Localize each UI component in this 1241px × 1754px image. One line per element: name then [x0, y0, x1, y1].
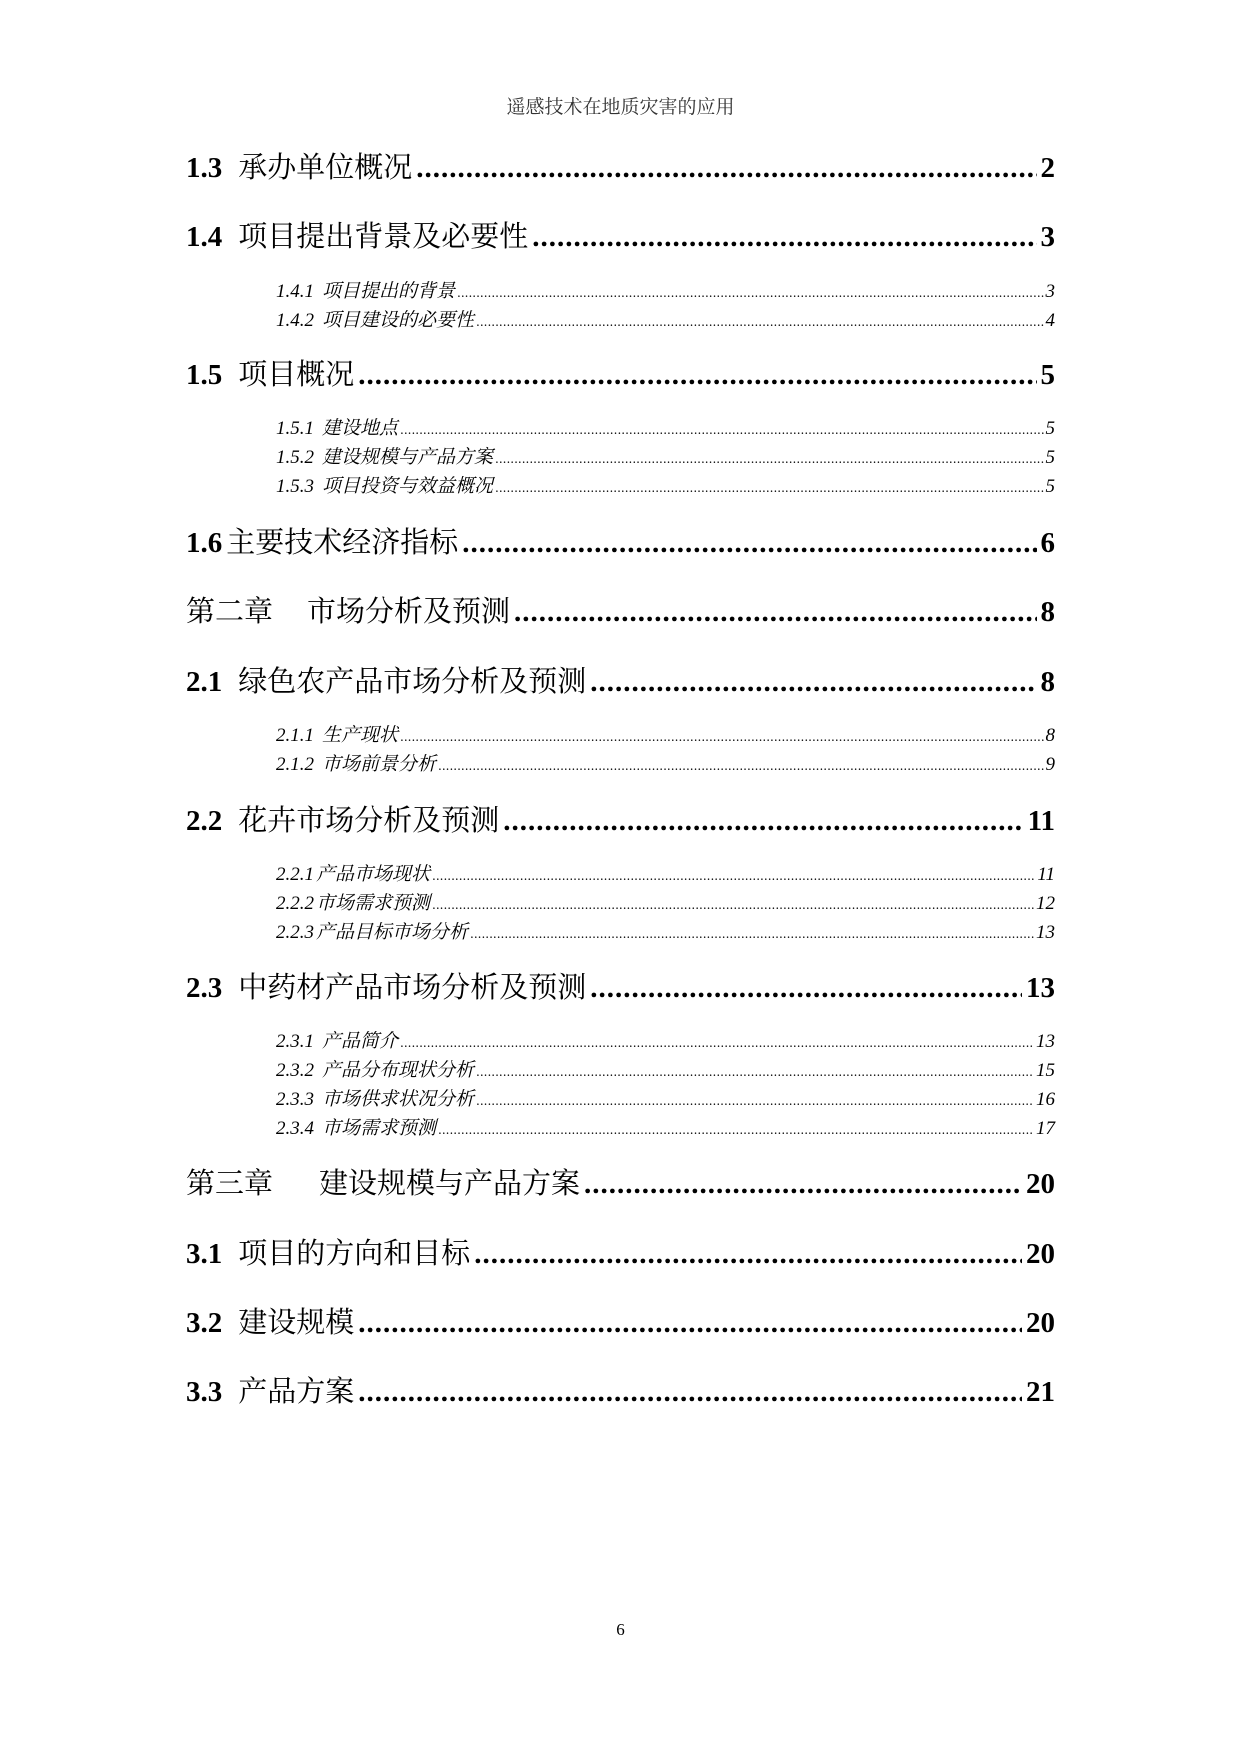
page-number: 6 — [616, 1620, 625, 1639]
toc-title: 产品方案 — [238, 1374, 355, 1408]
toc-entry[interactable] — [276, 276, 1055, 303]
toc-page-number: 20 — [1026, 1307, 1055, 1339]
toc-number: 1.6 — [186, 527, 223, 559]
toc-title: 产品简介 — [322, 1030, 399, 1052]
toc-page-number: 13 — [1036, 1031, 1055, 1052]
dot-leader — [457, 286, 1043, 300]
toc-page-number: 20 — [1026, 1168, 1055, 1200]
toc-title: 市场供求状况分析 — [322, 1088, 475, 1110]
dot-leader — [476, 1065, 1034, 1079]
toc-title: 项目提出背景及必要性 — [238, 219, 529, 253]
toc-entry[interactable] — [276, 1084, 1055, 1111]
toc-number: 2.1 — [186, 666, 223, 698]
dot-leader — [358, 1376, 1022, 1409]
toc-entry[interactable] — [186, 1300, 1055, 1341]
dot-leader — [503, 805, 1023, 838]
toc-entry[interactable] — [186, 520, 1055, 561]
toc-title: 花卉市场分析及预测 — [238, 803, 500, 837]
toc-title: 产品目标市场分析 — [316, 921, 469, 943]
toc-number: 2.1.2 — [276, 754, 314, 775]
toc-page-number: 9 — [1045, 754, 1055, 775]
dot-leader — [400, 423, 1043, 437]
toc-entry[interactable] — [186, 1161, 1055, 1202]
toc-number: 1.5 — [186, 359, 223, 391]
toc-number: 2.3.4 — [276, 1118, 314, 1139]
toc-title: 市场分析及预测 — [307, 594, 511, 628]
toc-page-number: 21 — [1026, 1376, 1055, 1408]
toc-page-number: 12 — [1036, 893, 1055, 914]
dot-leader — [474, 1238, 1022, 1271]
toc-title: 市场需求预测 — [316, 892, 431, 914]
toc-title: 项目建设的必要性 — [322, 309, 475, 331]
toc-page-number: 5 — [1045, 447, 1055, 468]
toc-page-number: 6 — [1040, 527, 1055, 559]
toc-page-number: 3 — [1040, 221, 1055, 253]
toc-number: 2.2.2 — [276, 893, 314, 914]
toc-number: 2.2.1 — [276, 864, 314, 885]
toc-title: 产品市场现状 — [316, 863, 431, 885]
toc-page-number: 11 — [1037, 864, 1055, 885]
toc-entry[interactable] — [276, 413, 1055, 440]
toc-entry[interactable] — [186, 798, 1055, 839]
toc-number: 1.4.1 — [276, 281, 314, 302]
toc-title: 建设规模与产品方案 — [319, 1166, 581, 1200]
toc-title: 主要技术经济指标 — [226, 525, 459, 559]
dot-leader — [462, 527, 1036, 560]
toc-page-number: 5 — [1045, 418, 1055, 439]
dot-leader — [584, 1168, 1022, 1201]
toc-entry[interactable] — [276, 888, 1055, 915]
dot-leader — [358, 359, 1036, 392]
toc-entry[interactable] — [186, 965, 1055, 1006]
toc-entry[interactable] — [276, 1055, 1055, 1082]
toc-page-number: 17 — [1036, 1118, 1055, 1139]
dot-leader — [495, 452, 1043, 466]
toc-number: 1.3 — [186, 152, 223, 184]
toc-entry[interactable] — [276, 442, 1055, 469]
toc-title: 产品分布现状分析 — [322, 1059, 475, 1081]
toc-entry[interactable] — [276, 749, 1055, 776]
toc-number: 2.3 — [186, 972, 223, 1004]
toc-page-number: 4 — [1045, 310, 1055, 331]
dot-leader — [358, 1307, 1022, 1340]
toc-title: 项目投资与效益概况 — [322, 475, 494, 497]
toc-page-number: 20 — [1026, 1238, 1055, 1270]
toc-page-number: 8 — [1040, 666, 1055, 698]
toc-page-number: 8 — [1045, 725, 1055, 746]
toc-number: 3.2 — [186, 1307, 223, 1339]
toc-page-number: 3 — [1045, 281, 1055, 302]
toc-entry[interactable] — [186, 352, 1055, 393]
dot-leader — [438, 759, 1043, 773]
toc-entry[interactable] — [276, 859, 1055, 886]
toc-number: 2.2.3 — [276, 922, 314, 943]
toc-page-number: 2 — [1040, 152, 1055, 184]
toc-number: 3.3 — [186, 1376, 223, 1408]
toc-number: 2.3.2 — [276, 1060, 314, 1081]
toc-number: 2.3.1 — [276, 1031, 314, 1052]
toc-entry[interactable] — [276, 720, 1055, 747]
toc-title: 承办单位概况 — [238, 150, 413, 184]
toc-number: 第三章 — [186, 1166, 274, 1200]
toc-title: 市场前景分析 — [322, 753, 437, 775]
toc-entry[interactable] — [186, 214, 1055, 255]
toc-entry[interactable] — [186, 1369, 1055, 1410]
toc-page-number: 16 — [1036, 1089, 1055, 1110]
toc-entry[interactable] — [186, 145, 1055, 186]
toc-number: 2.2 — [186, 805, 223, 837]
toc-number: 3.1 — [186, 1238, 223, 1270]
toc-entry[interactable] — [276, 1026, 1055, 1053]
toc-title: 建设地点 — [322, 417, 399, 439]
dot-leader — [432, 869, 1035, 883]
toc-number: 1.5.2 — [276, 447, 314, 468]
toc-title: 生产现状 — [322, 724, 399, 746]
toc-number: 1.4 — [186, 221, 223, 253]
toc-page-number: 15 — [1036, 1060, 1055, 1081]
toc-entry[interactable] — [276, 1113, 1055, 1140]
toc-title: 项目的方向和目标 — [238, 1236, 471, 1270]
toc-title: 建设规模 — [238, 1305, 355, 1339]
toc-entry[interactable] — [186, 659, 1055, 700]
toc-entry[interactable] — [276, 305, 1055, 332]
dot-leader — [470, 927, 1034, 941]
toc-entry[interactable] — [186, 589, 1055, 630]
toc-page-number: 5 — [1045, 476, 1055, 497]
toc-number: 1.5.1 — [276, 418, 314, 439]
dot-leader — [532, 221, 1036, 254]
toc-title: 项目概况 — [238, 357, 355, 391]
toc-title: 项目提出的背景 — [322, 280, 456, 302]
toc-title: 中药材产品市场分析及预测 — [238, 970, 587, 1004]
toc-entry[interactable] — [186, 1231, 1055, 1272]
toc-page-number: 13 — [1036, 922, 1055, 943]
dot-leader — [438, 1123, 1034, 1137]
dot-leader — [495, 481, 1043, 495]
toc-title: 建设规模与产品方案 — [322, 446, 494, 468]
toc-entry[interactable] — [276, 471, 1055, 498]
toc-page-number: 11 — [1027, 805, 1055, 837]
toc-number: 1.4.2 — [276, 310, 314, 331]
dot-leader — [476, 315, 1043, 329]
toc-entry[interactable] — [276, 917, 1055, 944]
dot-leader — [400, 1036, 1034, 1050]
toc-number: 2.3.3 — [276, 1089, 314, 1110]
dot-leader — [416, 152, 1036, 185]
toc-page-number: 8 — [1040, 596, 1055, 628]
dot-leader — [590, 666, 1036, 699]
toc-number: 第二章 — [186, 594, 274, 628]
dot-leader — [514, 596, 1036, 629]
toc-page-number: 5 — [1040, 359, 1055, 391]
toc-page-number: 13 — [1026, 972, 1055, 1004]
running-header: 遥感技术在地质灾害的应用 — [506, 96, 735, 118]
dot-leader — [432, 898, 1034, 912]
toc-title: 市场需求预测 — [322, 1117, 437, 1139]
dot-leader — [476, 1094, 1034, 1108]
toc-number: 2.1.1 — [276, 725, 314, 746]
dot-leader — [400, 730, 1043, 744]
dot-leader — [590, 972, 1022, 1005]
toc-number: 1.5.3 — [276, 476, 314, 497]
toc-title: 绿色农产品市场分析及预测 — [238, 664, 587, 698]
